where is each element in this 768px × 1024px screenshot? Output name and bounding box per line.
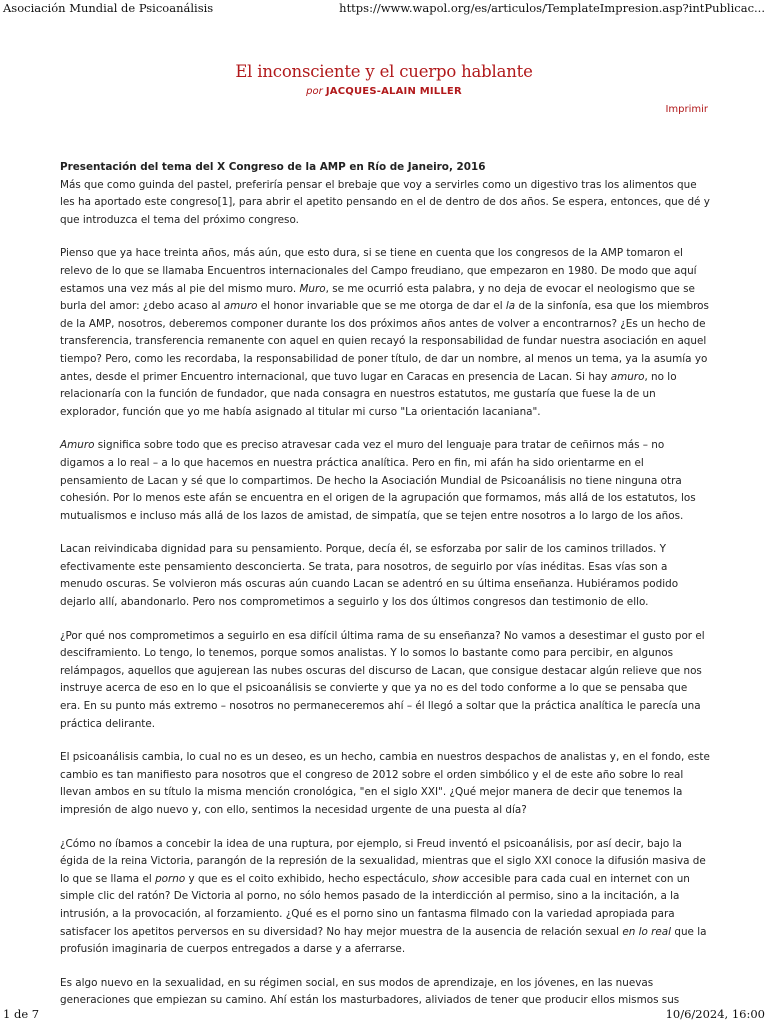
emphasis-text: porno <box>155 872 186 885</box>
article-title: El inconsciente y el cuerpo hablante <box>235 62 533 81</box>
body-paragraph <box>60 628 710 734</box>
emphasis-text: Amuro <box>60 439 95 452</box>
page-indicator: 1 de 7 <box>3 1007 40 1021</box>
paragraph-text: Pienso que ya hace treinta años, más aún, que esto dura, si se tiene en cuenta que los congresos de la AMP tomaron el relevo de lo que se llamaba Encuentros internacionales del Campo freudiano, que empezaron en 1980. De modo que aquí estamos una vez más al pie del mismo muro. <box>60 247 697 295</box>
page-url: https://www.wapol.org/es/articulos/TemplateImpresion.asp?intPublicac... <box>339 1 765 15</box>
body-paragraph <box>60 177 710 230</box>
emphasis-text: en lo real <box>622 925 672 938</box>
print-header <box>0 0 768 18</box>
paragraph-text: El psicoanálisis cambia, lo cual no es un deseo, es un hecho, cambia en nuestros despachos de analistas y, en el fondo, este cambio es tan manifiesto para nosotros que el congreso de 2012 sobre el orden simbólico y el de este año sobre lo real llevan ambos en su título la misma mención cronológica, "en el siglo XXI". ¿Qué mejor manera de decir que tenemos la impresión de algo nuevo y, con ello, sentimos la necesidad urgente de una puesta al día? <box>60 751 710 816</box>
body-paragraph <box>60 437 710 525</box>
print-datetime: 10/6/2024, 16:00 <box>665 1007 765 1021</box>
emphasis-text: amuro <box>610 370 645 383</box>
emphasis-text: la <box>505 300 516 313</box>
paragraph-text: el honor invariable que se me otorga de dar el <box>257 300 506 313</box>
emphasis-text: Muro <box>299 282 326 295</box>
paragraph-text: , se me ocurrió esta palabra, y no deja de evocar el neologismo que se burla del amor: ¿debo acaso al <box>60 282 695 313</box>
section-heading: Presentación del tema del X Congreso de la AMP en Río de Janeiro, 2016 <box>60 161 486 173</box>
byline <box>0 86 768 97</box>
body-paragraph <box>60 836 710 959</box>
body-paragraph <box>60 245 710 421</box>
paragraph-text: Lacan reivindicaba dignidad para su pensamiento. Porque, decía él, se esforzaba por salir de los caminos trillados. Y efectivamente este pensamiento desconcierta. Se trata, para nosotros, de seguirlo por vías inéditas. Esas vías son a menudo oscuras. Se volvieron más oscuras aún cuando Lacan se adentró en su última enseñanza. Hubiéramos podido dejarlo allí, abandonarlo. Pero nos comprometimos a seguirlo y los dos últimos congresos dan testimonio de ello. <box>60 543 679 609</box>
print-footer <box>0 1002 768 1024</box>
emphasis-text: amuro <box>223 300 258 313</box>
paragraph-text: de la sinfonía, esa que los miembros de la AMP, nosotros, deberemos componer durante los dos próximos años antes de volver a encontrarnos? ¿Es un hecho de transferencia, transferencia remanente con aquel en quien recayó la responsabilidad de fundar nuestra asociación en aquel tiempo? Pero, como les recordaba, la responsabilidad de poner título, de dar un nombre, al menos un tema, ya la asumía yo antes, desde el primer Encuentro internacional, que tuvo lugar en Caracas en presencia de Lacan. Si hay <box>60 300 709 383</box>
paragraph-text: y que es el coito exhibido, hecho espectáculo, <box>185 872 433 885</box>
byline-prefix: por <box>306 86 323 97</box>
article-body <box>60 159 710 1024</box>
paragraph-text: ¿Por qué nos comprometimos a seguirlo en esa difícil última rama de su enseñanza? No vamos a desestimar el gusto por el desciframiento. Lo tengo, lo tenemos, porque somos analistas. Y lo somos lo bastante como para percibir, en algunos relámpagos, aquellos que agujerean las nubes oscuras del discurso de Lacan, que consigue destacar algún relieve que nos instruye acerca de eso en lo que el psicoanálisis se convierte y que ya no es del todo conforme a lo que se pensaba que era. En su punto más extremo – nosotros no permaneceremos ahí – él llegó a soltar que la práctica analítica le parecía una práctica delirante. <box>60 629 705 730</box>
body-paragraph <box>60 541 710 611</box>
body-paragraph <box>60 749 710 819</box>
paragraph-text: ¿Cómo no íbamos a concebir la idea de una ruptura, por ejemplo, si Freud inventó el psicoanálisis, por así decir, bajo la égida de la reina Victoria, parangón de la represión de la sexualidad, mientras que el siglo XXI conoce la difusión masiva de lo que se llama el <box>60 837 706 885</box>
print-link[interactable]: Imprimir <box>665 104 708 115</box>
paragraph-text: significa sobre todo que es preciso atravesar cada vez el muro del lenguaje para tratar de ceñirnos más – no digamos a lo real – a lo que hacemos en nuestra práctica analítica. Pero en fin, mi afán ha sido orientarme en el pensamiento de Lacan y sé que lo compartimos. De hecho la Asociación Mundial de Psicoanálisis no tiene ninguna otra cohesión. Por lo menos este afán se encuentra en el origen de la agrupación que formamos, más allá de los estatutos, los mutualismos e incluso más allá de los lazos de amistad, de simpatía, que se tejen entre nosotros a lo largo de los años. <box>60 439 696 522</box>
author-name[interactable]: JACQUES-ALAIN MILLER <box>325 86 462 97</box>
paragraph-text: , no lo relacionaría con la función de fundador, que nada consagra en nuestros estatutos, me gustaría que fuese la de un explorador, función que yo me había asignado al titular mi curso "La orientación lacaniana". <box>60 370 677 418</box>
site-title: Asociación Mundial de Psicoanálisis <box>3 1 214 15</box>
paragraphs-container <box>60 177 710 1010</box>
emphasis-text: show <box>432 872 460 885</box>
paragraph-text: accesible para cada cual en internet con un simple clic del ratón? De Victoria al porno, no sólo hemos pasado de la interdicción al permiso, sino a la incitación, a la intrusión, a la provocación, al forzamiento. ¿Qué es el porno sino un fantasma filmado con la variedad apropiada para satisfacer los apetitos perversos en su diversidad? No hay mejor muestra de la ausencia de relación sexual <box>60 872 690 938</box>
paragraph-text: Más que como guinda del pastel, preferiría pensar el brebaje que voy a servirles como un digestivo tras los alimentos que les ha aportado este congreso[1], para abrir el apetito pensando en el de dentro de dos años. Se espera, entonces, que dé y que introduzca el tema del próximo congreso. <box>60 178 710 226</box>
paragraph-text: Es algo nuevo en la sexualidad, en su régimen social, en sus modos de aprendizaje, en los jóvenes, en las nuevas generaciones que empiezan su camino. Ahí están los masturbadores, aliviados de tener que producir ellos mismos sus <box>60 976 680 1007</box>
paragraph-text: que la profusión imaginaria de cuerpos entregados a darse y a aferrarse. <box>60 925 707 956</box>
